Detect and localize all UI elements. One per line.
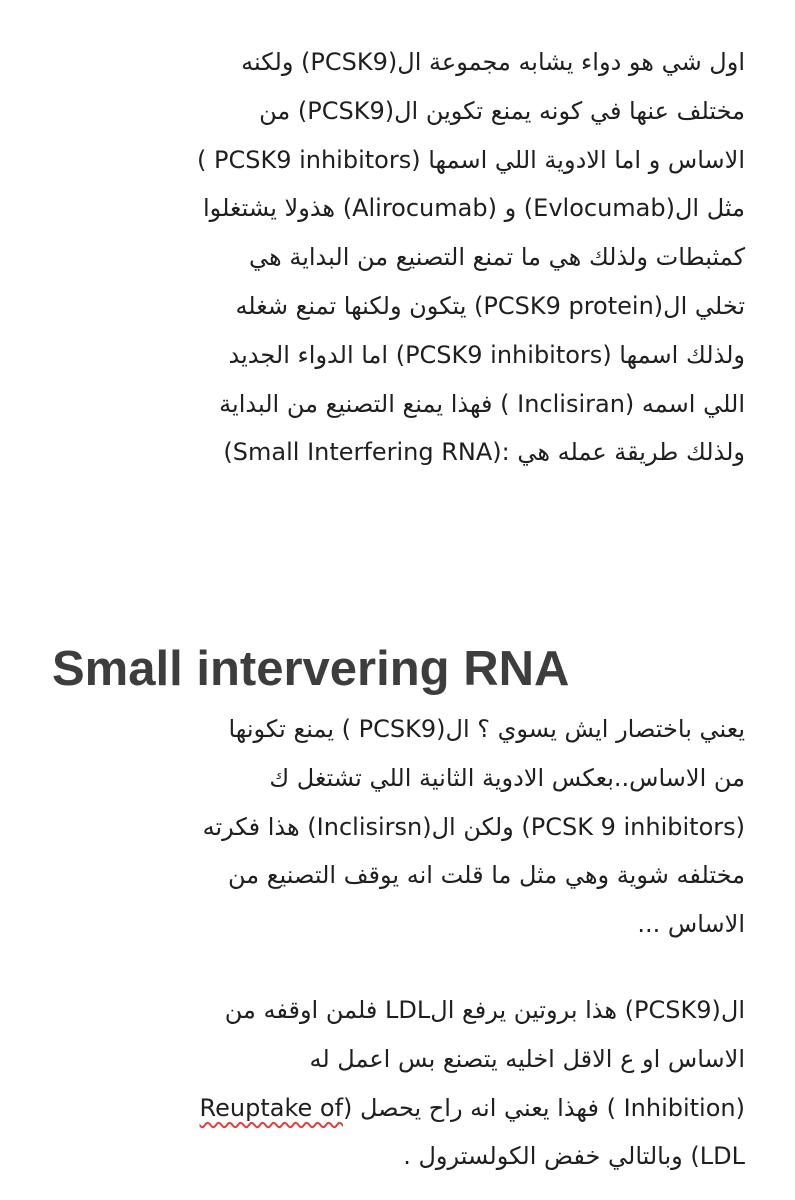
section-heading: Small intervering RNA — [52, 642, 570, 696]
text-line — [60, 1084, 745, 1133]
text-line: مختلفه شوية وهي مثل ما قلت انه يوقف التصنيع من — [228, 861, 745, 890]
text-line: LDL) وبالتالي خفض الكولسترول . — [403, 1142, 745, 1171]
text-line: ال(PCSK9) هذا بروتين يرفع الLDL فلمن اوقفه من — [224, 996, 745, 1024]
text-line: كمثبطات ولذلك هي ما تمنع التصنيع من البداية هي — [249, 243, 745, 272]
misspelled-word[interactable]: Reuptake of — [199, 1093, 344, 1122]
text-line: من الاساس..بعكس الادوية الثانية اللي تشتغل ك — [269, 763, 745, 792]
text-line: الاساس او ع الاقل اخليه يتصنع بس اعمل له — [309, 1044, 745, 1073]
text-line: اللي اسمه (Inclisiran ) فهذا يمنع التصنيع من البداية — [219, 389, 745, 418]
text-line: (PCSK 9 inhibitors) ولكن ال(Inclisirsn) هذا فكرته — [202, 812, 745, 841]
text-line: الاساس و اما الادوية اللي اسمها (PCSK9 inhibitors ) — [196, 145, 745, 174]
text-line: ولذلك طريقة عمله هي :(Small Interfering RNA) — [223, 438, 745, 467]
paragraph-intro — [60, 38, 745, 477]
paragraph-ldl — [60, 986, 745, 1181]
text-line: الاساس ... — [637, 910, 745, 939]
text-line: ولذلك اسمها (PCSK9 inhibitors) اما الدواء الجديد — [228, 340, 745, 369]
text-line: يعني باختصار ايش يسوي ؟ ال(PCSK9 ) يمنع تكونها — [228, 715, 745, 743]
text-line: مختلف عنها في كونه يمنع تكوين ال(PCSK9) من — [259, 96, 745, 125]
text-line: مثل ال(Evlocumab) و (Alirocumab) هذولا يشتغلوا — [203, 194, 745, 223]
text-line: اول شي هو دواء يشابه مجموعة ال(PCSK9) ولكنه — [241, 48, 745, 76]
paragraph-sirna — [60, 705, 745, 949]
document-page — [52, 38, 745, 1188]
text-fragment: (Inhibition ) فهذا يعني انه راح يحصل ( — [343, 1093, 745, 1122]
text-line: تخلي ال(PCSK9 protein) يتكون ولكنها تمنع شغله — [235, 291, 745, 320]
